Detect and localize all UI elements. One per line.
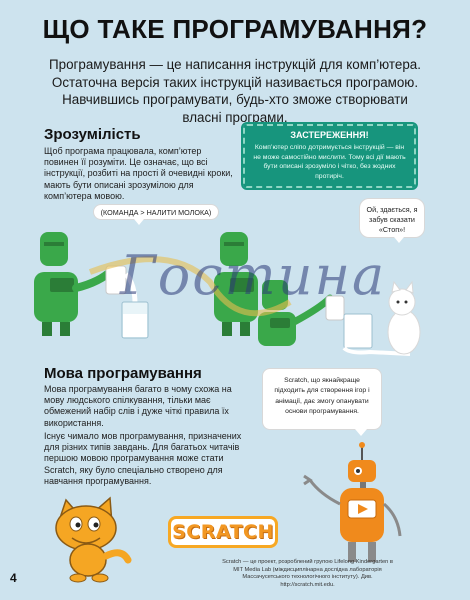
warning-box — [243, 124, 416, 188]
intro-paragraph: Програмування — це написання інструкцій для комп’ютера. Остаточна версія таких інструкцій називається програмою. Навчившись програмувати, будь-хто зможе створювати власні програми. — [49, 57, 421, 125]
scratch-credit: Scratch — це проект, розроблений групою Lifelong Kindergarten в MIT Media Lab (міждисциплінарна дослідна лабораторія Массачусетського технологічного інституту). Див. http://scratch.mit.edu. — [222, 559, 393, 588]
glass-icon — [122, 302, 148, 338]
scratch-cat-icon — [48, 494, 138, 584]
robot-green-1-icon — [34, 232, 112, 336]
robot-speech-bubble: Scratch, що якнайкраще підходить для створення ігор і анімації, дає змогу опанувати основи програмування. — [262, 368, 382, 430]
watermark-text: Гостина — [120, 244, 387, 307]
page-title: ЩО ТАКЕ ПРОГРАМУВАННЯ? — [42, 14, 428, 44]
warning-text: Комп’ютер сліпо дотримується інструкцій — він не може самостійно мислити. Тому всі дії мають бути описані зрозуміло і чітко, без жодних протиріч. — [253, 144, 406, 180]
language-paragraph-2: Існує чимало мов програмування, призначених для різних типів завдань. Для багатьох читачів першою мовою програмування може стати Scratch, яку було спеціально створено для навчання програмування. — [44, 431, 242, 486]
page-number: 4 — [10, 571, 17, 585]
clarity-text: Щоб програма працювала, комп’ютер повинен її розуміти. Це означає, що всі інструкції, розбиті на прості й очевидні кроки, мають бути описані зрозумілою для комп’ютера мовою. — [44, 146, 233, 201]
heading-programming-language: Мова програмування — [44, 365, 202, 382]
orange-robot-icon — [300, 440, 410, 570]
cat-speech-bubble: Ой, здається, я забув сказати «Стоп»! — [359, 198, 425, 238]
warning-title: ЗАСТЕРЕЖЕННЯ! — [290, 130, 369, 140]
scratch-logo — [168, 516, 278, 548]
heading-clarity: Зрозумілість — [44, 126, 141, 143]
scratch-logo-text: SCRATCH — [172, 521, 274, 543]
command-bubble: (КОМАНДА > НАЛИТИ МОЛОКА) — [93, 204, 219, 220]
robot-green-2-icon — [214, 232, 258, 336]
white-cat-icon — [388, 282, 420, 354]
robots-milk-illustration — [30, 222, 440, 358]
language-paragraph-1: Мова програмування багато в чому схожа на мову людського спілкування, тільки має обмежений набір слів і дуже чіткі правила їх використання. — [44, 384, 232, 428]
